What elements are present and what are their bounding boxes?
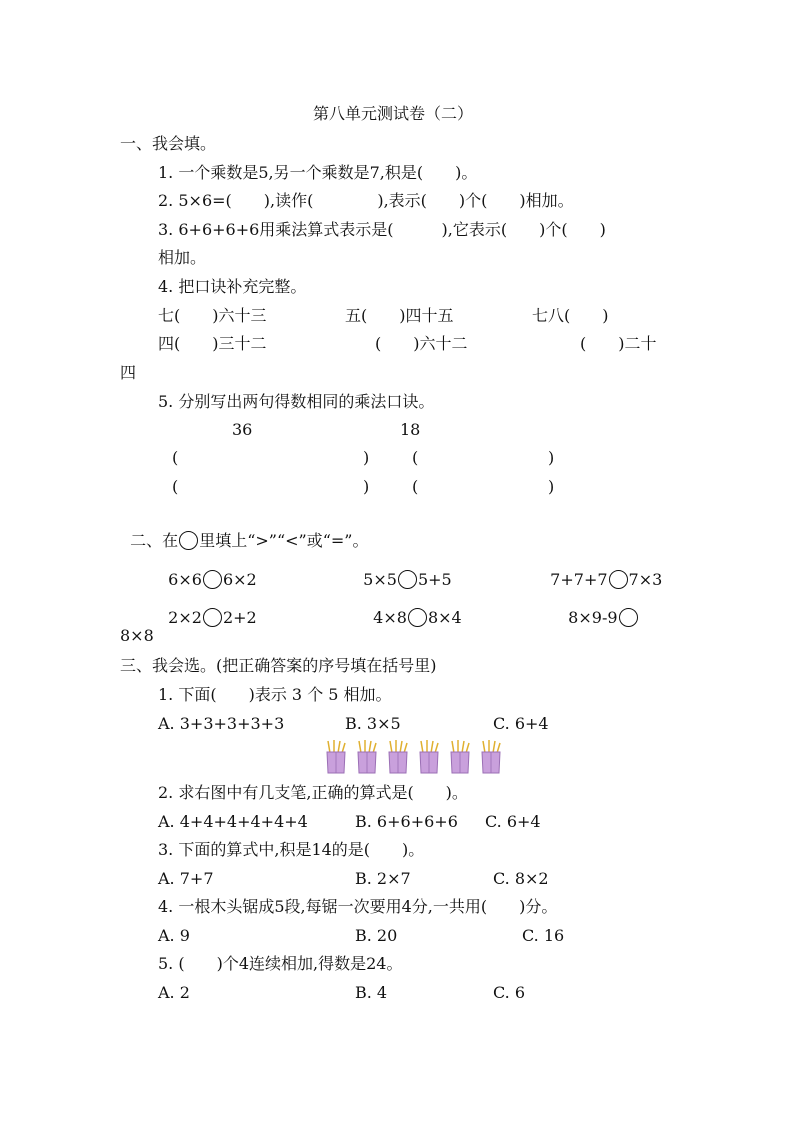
- circle-icon: [179, 531, 198, 550]
- s1-q4-row2-a: 四( )三十二: [158, 334, 267, 353]
- s1-q5: 5. 分别写出两句得数相同的乘法口诀。: [158, 392, 435, 411]
- s3-q4-option-b: B. 20: [355, 926, 398, 945]
- compare-item-3: [540, 550, 662, 590]
- s3-q2-option-c: C. 6+4: [485, 812, 541, 831]
- compare-right: 5+5: [417, 570, 452, 589]
- s3-q5-option-b: B. 4: [355, 983, 388, 1002]
- compare-circle-input[interactable]: [203, 608, 222, 627]
- s3-q1-option-a: A. 3+3+3+3+3: [158, 714, 285, 733]
- section-1-heading: 一、我会填。: [120, 134, 217, 153]
- pencil-cup-icon: [480, 739, 502, 775]
- answer-paren-close: ): [548, 477, 555, 496]
- page-title: 第八单元测试卷（二）: [313, 104, 474, 123]
- s3-q1-option-b: B. 3×5: [345, 714, 401, 733]
- pencil-cup-icon: [418, 739, 440, 775]
- compare-circle-input[interactable]: [203, 570, 222, 589]
- s1-q2: 2. 5×6=( ),读作( ),表示( )个( )相加。: [158, 191, 574, 210]
- compare-right: 6×2: [222, 570, 257, 589]
- s3-q3: 3. 下面的算式中,积是14的是( )。: [158, 840, 425, 859]
- answer-paren-close: ): [363, 477, 370, 496]
- compare-item-6: [558, 588, 639, 628]
- compare-left: 5×5: [363, 570, 397, 589]
- compare-item-2: [353, 550, 452, 590]
- s1-q4-row2-c: ( )二十: [580, 334, 657, 353]
- compare-item-4: [158, 588, 257, 628]
- s1-q4-row1-b: 五( )四十五: [345, 306, 454, 325]
- s3-q1: 1. 下面( )表示 3 个 5 相加。: [158, 685, 392, 704]
- compare-item-1: [158, 550, 257, 590]
- section-2-heading-end: 里填上“>”“<”或“=”。: [199, 531, 369, 550]
- s3-q4-option-c: C. 16: [522, 926, 565, 945]
- compare-item-5: [363, 588, 462, 628]
- compare-left: 8×9-9: [568, 608, 618, 627]
- s3-q2-option-a: A. 4+4+4+4+4+4: [158, 812, 308, 831]
- number-36: 36: [232, 420, 253, 439]
- s1-q4-row1-c: 七八( ): [532, 306, 609, 325]
- s1-q1: 1. 一个乘数是5,另一个乘数是7,积是( )。: [158, 163, 478, 182]
- compare-right: 7×3: [628, 570, 663, 589]
- compare-right: 2+2: [222, 608, 257, 627]
- s3-q5: 5. ( )个4连续相加,得数是24。: [158, 954, 403, 973]
- s3-q3-option-a: A. 7+7: [158, 869, 214, 888]
- s3-q4-option-a: A. 9: [158, 926, 190, 945]
- compare-right: 8×4: [427, 608, 462, 627]
- compare-left: 6×6: [168, 570, 202, 589]
- s3-q5-option-a: A. 2: [158, 983, 190, 1002]
- answer-paren-close: ): [363, 448, 370, 467]
- s1-q4-row1-a: 七( )六十三: [158, 306, 267, 325]
- s3-q5-option-c: C. 6: [493, 983, 526, 1002]
- answer-paren-close: ): [548, 448, 555, 467]
- pencil-cup-icon: [356, 739, 378, 775]
- s3-q4: 4. 一根木头锯成5段,每锯一次要用4分,一共用( )分。: [158, 897, 558, 916]
- compare-left: 4×8: [373, 608, 407, 627]
- section-2-heading: [120, 511, 369, 551]
- section-2-heading-start: 二、在: [130, 531, 179, 550]
- section-3-heading: 三、我会选。(把正确答案的序号填在括号里): [120, 656, 437, 675]
- answer-paren-open: (: [412, 448, 419, 467]
- compare-circle-input[interactable]: [398, 570, 417, 589]
- pencil-cups-illustration: [325, 735, 515, 777]
- answer-paren-open: (: [172, 477, 179, 496]
- s1-q4-row2-b: ( )六十二: [375, 334, 468, 353]
- s3-q2: 2. 求右图中有几支笔,正确的算式是( )。: [158, 783, 468, 802]
- compare-circle-input[interactable]: [609, 570, 628, 589]
- pencil-cup-icon: [387, 739, 409, 775]
- compare-left: 7+7+7: [550, 570, 608, 589]
- compare-left: 2×2: [168, 608, 202, 627]
- s3-q1-option-c: C. 6+4: [493, 714, 549, 733]
- s1-q3-line2: 相加。: [158, 248, 207, 267]
- s1-q3-line1: 3. 6+6+6+6用乘法算式表示是( ),它表示( )个( ): [158, 220, 606, 239]
- compare-circle-input[interactable]: [619, 608, 638, 627]
- s3-q2-option-b: B. 6+6+6+6: [355, 812, 458, 831]
- pencil-cup-icon: [449, 739, 471, 775]
- s3-q3-option-c: C. 8×2: [493, 869, 549, 888]
- s1-q4-row2-d: 四: [120, 363, 137, 382]
- answer-paren-open: (: [412, 477, 419, 496]
- pencil-cup-icon: [325, 739, 347, 775]
- number-18: 18: [400, 420, 421, 439]
- s1-q4: 4. 把口诀补充完整。: [158, 277, 307, 296]
- compare-circle-input[interactable]: [408, 608, 427, 627]
- answer-paren-open: (: [172, 448, 179, 467]
- s3-q3-option-b: B. 2×7: [355, 869, 411, 888]
- compare-right-wrapped: 8×8: [120, 626, 154, 645]
